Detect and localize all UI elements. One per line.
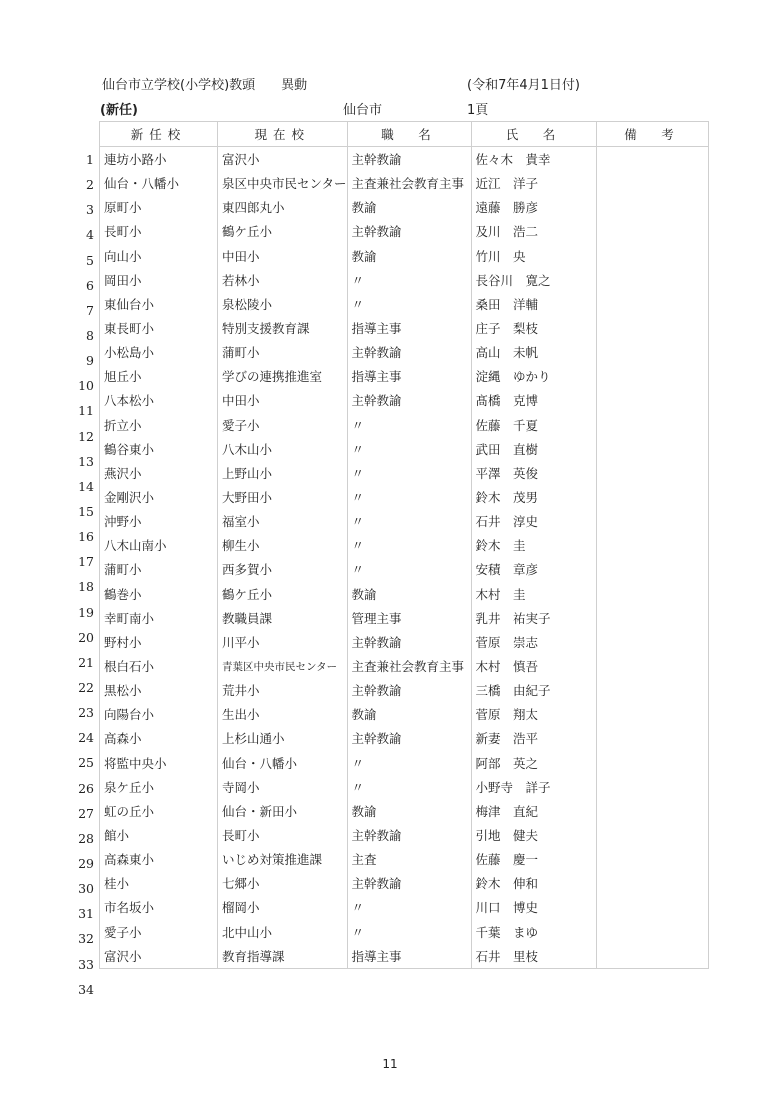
position-cell: 主幹教諭: [347, 726, 471, 750]
name-cell: 木村 圭: [471, 582, 596, 606]
row-number: 24: [78, 730, 94, 746]
new-school-cell: 岡田小: [100, 268, 218, 292]
row-number: 3: [86, 202, 94, 218]
name-cell: 安積 章彦: [471, 557, 596, 581]
new-school-cell: 八本松小: [100, 388, 218, 412]
title-text: 仙台市立学校(小学校)教頭: [102, 78, 256, 93]
position-cell: 主査兼社会教育主事: [347, 654, 471, 678]
row-number: 30: [78, 881, 94, 897]
current-school-cell: 上野山小: [218, 461, 348, 485]
document-title: [102, 74, 307, 93]
name-cell: 阿部 英之: [471, 751, 596, 775]
current-school-cell: 教育指導課: [218, 944, 348, 969]
new-school-cell: 黒松小: [100, 678, 218, 702]
position-cell: 主査: [347, 847, 471, 871]
new-school-cell: 仙台・八幡小: [100, 171, 218, 195]
current-school-cell: 北中山小: [218, 920, 348, 944]
subtitle-text: 異動: [281, 78, 308, 93]
table-row: [100, 509, 709, 533]
remarks-cell: [596, 920, 708, 944]
table-header-row: [100, 122, 709, 147]
current-school-cell: 愛子小: [218, 413, 348, 437]
row-number: 17: [78, 554, 94, 570]
row-number: 1: [86, 152, 94, 167]
current-school-cell: 中田小: [218, 244, 348, 268]
current-school-cell: 川平小: [218, 630, 348, 654]
remarks-cell: [596, 388, 708, 412]
personnel-table: [99, 121, 709, 969]
remarks-cell: [596, 678, 708, 702]
name-cell: 三橋 由紀子: [471, 678, 596, 702]
position-cell: 教諭: [347, 195, 471, 219]
remarks-cell: [596, 364, 708, 388]
row-number: 8: [86, 327, 94, 343]
position-cell: 主幹教諭: [347, 219, 471, 243]
remarks-cell: [596, 461, 708, 485]
page-number: 11: [382, 1057, 398, 1071]
remarks-cell: [596, 726, 708, 750]
row-number: 2: [86, 177, 94, 193]
remarks-cell: [596, 582, 708, 606]
remarks-cell: [596, 847, 708, 871]
section-label: (新任): [100, 103, 138, 118]
row-number: 26: [78, 780, 94, 796]
row-number: 13: [78, 453, 94, 469]
remarks-cell: [596, 171, 708, 195]
new-school-cell: 原町小: [100, 195, 218, 219]
remarks-cell: [596, 195, 708, 219]
header-name: 氏 名: [471, 122, 596, 147]
table-row: [100, 413, 709, 437]
remarks-cell: [596, 871, 708, 895]
table-row: [100, 557, 709, 581]
current-school-cell: 泉松陵小: [218, 292, 348, 316]
table-row: [100, 678, 709, 702]
row-number: 28: [78, 830, 94, 846]
remarks-cell: [596, 557, 708, 581]
row-number: 9: [86, 353, 94, 369]
position-cell: 〃: [347, 920, 471, 944]
current-school-cell: 榴岡小: [218, 895, 348, 919]
current-school-cell: 中田小: [218, 388, 348, 412]
row-number: 16: [78, 529, 94, 545]
current-school-cell: 仙台・八幡小: [218, 751, 348, 775]
header-current-school: 現在校: [218, 122, 348, 147]
current-school-cell: 鶴ケ丘小: [218, 582, 348, 606]
new-school-cell: 幸町南小: [100, 606, 218, 630]
position-cell: 教諭: [347, 244, 471, 268]
row-number: 15: [78, 503, 94, 519]
table-row: [100, 871, 709, 895]
remarks-cell: [596, 654, 708, 678]
remarks-cell: [596, 340, 708, 364]
row-number: 4: [86, 227, 94, 243]
remarks-cell: [596, 292, 708, 316]
header-remarks: 備 考: [596, 122, 708, 147]
table-row: [100, 195, 709, 219]
current-school-cell: 柳生小: [218, 533, 348, 557]
row-number: 11: [78, 403, 94, 419]
name-cell: 引地 健夫: [471, 823, 596, 847]
new-school-cell: 富沢小: [100, 944, 218, 969]
header-position: 職 名: [347, 122, 471, 147]
current-school-cell: 長町小: [218, 823, 348, 847]
name-cell: 高山 未帆: [471, 340, 596, 364]
row-numbers: [60, 147, 94, 1002]
new-school-cell: 小松島小: [100, 340, 218, 364]
current-school-cell: 蒲町小: [218, 340, 348, 364]
position-cell: 指導主事: [347, 944, 471, 969]
name-cell: 菅原 翔太: [471, 702, 596, 726]
new-school-cell: 愛子小: [100, 920, 218, 944]
remarks-cell: [596, 316, 708, 340]
remarks-cell: [596, 630, 708, 654]
name-cell: 平澤 英俊: [471, 461, 596, 485]
remarks-cell: [596, 268, 708, 292]
position-cell: 〃: [347, 461, 471, 485]
table-row: [100, 823, 709, 847]
page-ref: 1頁: [467, 103, 489, 118]
position-cell: 主査兼社会教育主事: [347, 171, 471, 195]
name-cell: 木村 慎吾: [471, 654, 596, 678]
new-school-cell: 長町小: [100, 219, 218, 243]
name-cell: 佐藤 慶一: [471, 847, 596, 871]
current-school-cell: 泉区中央市民センター: [218, 171, 348, 195]
name-cell: 武田 直樹: [471, 437, 596, 461]
current-school-cell: 教職員課: [218, 606, 348, 630]
position-cell: 主幹教諭: [347, 630, 471, 654]
name-cell: 庄子 梨枝: [471, 316, 596, 340]
current-school-cell: 七郷小: [218, 871, 348, 895]
new-school-cell: 旭丘小: [100, 364, 218, 388]
new-school-cell: 高森小: [100, 726, 218, 750]
name-cell: 近江 洋子: [471, 171, 596, 195]
table-row: [100, 895, 709, 919]
current-school-cell: 若林小: [218, 268, 348, 292]
remarks-cell: [596, 147, 708, 172]
row-number: 34: [78, 981, 94, 997]
position-cell: 指導主事: [347, 316, 471, 340]
current-school-cell: 上杉山通小: [218, 726, 348, 750]
position-cell: 〃: [347, 292, 471, 316]
row-number: 6: [86, 277, 94, 293]
remarks-cell: [596, 533, 708, 557]
new-school-cell: 市名坂小: [100, 895, 218, 919]
new-school-cell: 連坊小路小: [100, 147, 218, 172]
current-school-cell: 仙台・新田小: [218, 799, 348, 823]
row-number: 7: [86, 302, 94, 318]
table-row: [100, 630, 709, 654]
position-cell: 主幹教諭: [347, 147, 471, 172]
row-number: 21: [78, 654, 94, 670]
position-cell: 主幹教諭: [347, 340, 471, 364]
current-school-cell: 寺岡小: [218, 775, 348, 799]
position-cell: 主幹教諭: [347, 871, 471, 895]
name-cell: 石井 里枝: [471, 944, 596, 969]
current-school-cell: 富沢小: [218, 147, 348, 172]
table-row: [100, 244, 709, 268]
position-cell: 教諭: [347, 582, 471, 606]
row-number: 14: [78, 478, 94, 494]
new-school-cell: 東長町小: [100, 316, 218, 340]
position-cell: 〃: [347, 775, 471, 799]
row-number: 27: [78, 805, 94, 821]
current-school-cell: 青葉区中央市民センター: [218, 654, 348, 678]
table-row: [100, 340, 709, 364]
remarks-cell: [596, 751, 708, 775]
current-school-cell: 特別支援教育課: [218, 316, 348, 340]
name-cell: 鈴木 茂男: [471, 485, 596, 509]
position-cell: 〃: [347, 895, 471, 919]
name-cell: 佐藤 千夏: [471, 413, 596, 437]
row-number: 20: [78, 629, 94, 645]
position-cell: 〃: [347, 268, 471, 292]
remarks-cell: [596, 244, 708, 268]
remarks-cell: [596, 219, 708, 243]
current-school-cell: 学びの連携推進室: [218, 364, 348, 388]
position-cell: 主幹教諭: [347, 678, 471, 702]
name-cell: 乳井 祐実子: [471, 606, 596, 630]
row-number: 12: [78, 428, 94, 444]
position-cell: 〃: [347, 509, 471, 533]
new-school-cell: 向陽台小: [100, 702, 218, 726]
new-school-cell: 根白石小: [100, 654, 218, 678]
position-cell: 〃: [347, 437, 471, 461]
table-row: [100, 775, 709, 799]
name-cell: 川口 博史: [471, 895, 596, 919]
table-row: [100, 654, 709, 678]
row-number: 33: [78, 956, 94, 972]
new-school-cell: 八木山南小: [100, 533, 218, 557]
new-school-cell: 野村小: [100, 630, 218, 654]
table-row: [100, 268, 709, 292]
remarks-cell: [596, 413, 708, 437]
remarks-cell: [596, 702, 708, 726]
table-row: [100, 171, 709, 195]
name-cell: 小野寺 詳子: [471, 775, 596, 799]
remarks-cell: [596, 509, 708, 533]
remarks-cell: [596, 823, 708, 847]
name-cell: 竹川 央: [471, 244, 596, 268]
table-row: [100, 364, 709, 388]
row-number: 25: [78, 755, 94, 771]
row-number: 10: [78, 378, 94, 394]
position-cell: 主幹教諭: [347, 823, 471, 847]
table-row: [100, 799, 709, 823]
current-school-cell: 荒井小: [218, 678, 348, 702]
table-row: [100, 461, 709, 485]
row-number: 23: [78, 705, 94, 721]
effective-date: (令和7年4月1日付): [467, 78, 580, 93]
name-cell: 石井 淳史: [471, 509, 596, 533]
row-number: 5: [86, 252, 94, 268]
remarks-cell: [596, 799, 708, 823]
position-cell: 〃: [347, 413, 471, 437]
new-school-cell: 燕沢小: [100, 461, 218, 485]
name-cell: 鈴木 圭: [471, 533, 596, 557]
row-number: 31: [78, 906, 94, 922]
remarks-cell: [596, 775, 708, 799]
name-cell: 梅津 直紀: [471, 799, 596, 823]
new-school-cell: 虹の丘小: [100, 799, 218, 823]
table-row: [100, 944, 709, 969]
table-row: [100, 485, 709, 509]
current-school-cell: 生出小: [218, 702, 348, 726]
row-number: 19: [78, 604, 94, 620]
current-school-cell: 鶴ケ丘小: [218, 219, 348, 243]
name-cell: 遠藤 勝彦: [471, 195, 596, 219]
name-cell: 新妻 浩平: [471, 726, 596, 750]
position-cell: 教諭: [347, 702, 471, 726]
name-cell: 淀縄 ゆかり: [471, 364, 596, 388]
table-row: [100, 219, 709, 243]
current-school-cell: いじめ対策推進課: [218, 847, 348, 871]
current-school-cell: 福室小: [218, 509, 348, 533]
table-row: [100, 292, 709, 316]
new-school-cell: 向山小: [100, 244, 218, 268]
new-school-cell: 桂小: [100, 871, 218, 895]
remarks-cell: [596, 895, 708, 919]
new-school-cell: 鶴巻小: [100, 582, 218, 606]
row-number: 18: [78, 579, 94, 595]
new-school-cell: 折立小: [100, 413, 218, 437]
new-school-cell: 東仙台小: [100, 292, 218, 316]
current-school-cell: 西多賀小: [218, 557, 348, 581]
name-cell: 桑田 洋輔: [471, 292, 596, 316]
new-school-cell: 泉ケ丘小: [100, 775, 218, 799]
row-number: 22: [78, 679, 94, 695]
table-row: [100, 388, 709, 412]
position-cell: 教諭: [347, 799, 471, 823]
remarks-cell: [596, 944, 708, 969]
city-label: 仙台市: [343, 103, 383, 118]
name-cell: 長谷川 寛之: [471, 268, 596, 292]
new-school-cell: 沖野小: [100, 509, 218, 533]
new-school-cell: 将監中央小: [100, 751, 218, 775]
remarks-cell: [596, 606, 708, 630]
position-cell: 〃: [347, 751, 471, 775]
position-cell: 主幹教諭: [347, 388, 471, 412]
name-cell: 佐々木 貴幸: [471, 147, 596, 172]
table-row: [100, 726, 709, 750]
current-school-cell: 東四郎丸小: [218, 195, 348, 219]
remarks-cell: [596, 437, 708, 461]
position-cell: 〃: [347, 557, 471, 581]
table-row: [100, 147, 709, 172]
current-school-cell: 大野田小: [218, 485, 348, 509]
table-row: [100, 437, 709, 461]
new-school-cell: 鶴谷東小: [100, 437, 218, 461]
position-cell: 指導主事: [347, 364, 471, 388]
table-row: [100, 582, 709, 606]
table-row: [100, 751, 709, 775]
table-row: [100, 533, 709, 557]
position-cell: 〃: [347, 533, 471, 557]
new-school-cell: 館小: [100, 823, 218, 847]
name-cell: 髙橋 克博: [471, 388, 596, 412]
table-row: [100, 702, 709, 726]
row-number: 32: [78, 931, 94, 947]
name-cell: 千葉 まゆ: [471, 920, 596, 944]
position-cell: 管理主事: [347, 606, 471, 630]
table-row: [100, 920, 709, 944]
header-new-school: 新任校: [100, 122, 218, 147]
table-row: [100, 316, 709, 340]
table-row: [100, 847, 709, 871]
position-cell: 〃: [347, 485, 471, 509]
name-cell: 及川 浩二: [471, 219, 596, 243]
name-cell: 鈴木 伸和: [471, 871, 596, 895]
row-number: 29: [78, 855, 94, 871]
new-school-cell: 金剛沢小: [100, 485, 218, 509]
name-cell: 菅原 崇志: [471, 630, 596, 654]
remarks-cell: [596, 485, 708, 509]
current-school-cell: 八木山小: [218, 437, 348, 461]
new-school-cell: 高森東小: [100, 847, 218, 871]
new-school-cell: 蒲町小: [100, 557, 218, 581]
table-row: [100, 606, 709, 630]
